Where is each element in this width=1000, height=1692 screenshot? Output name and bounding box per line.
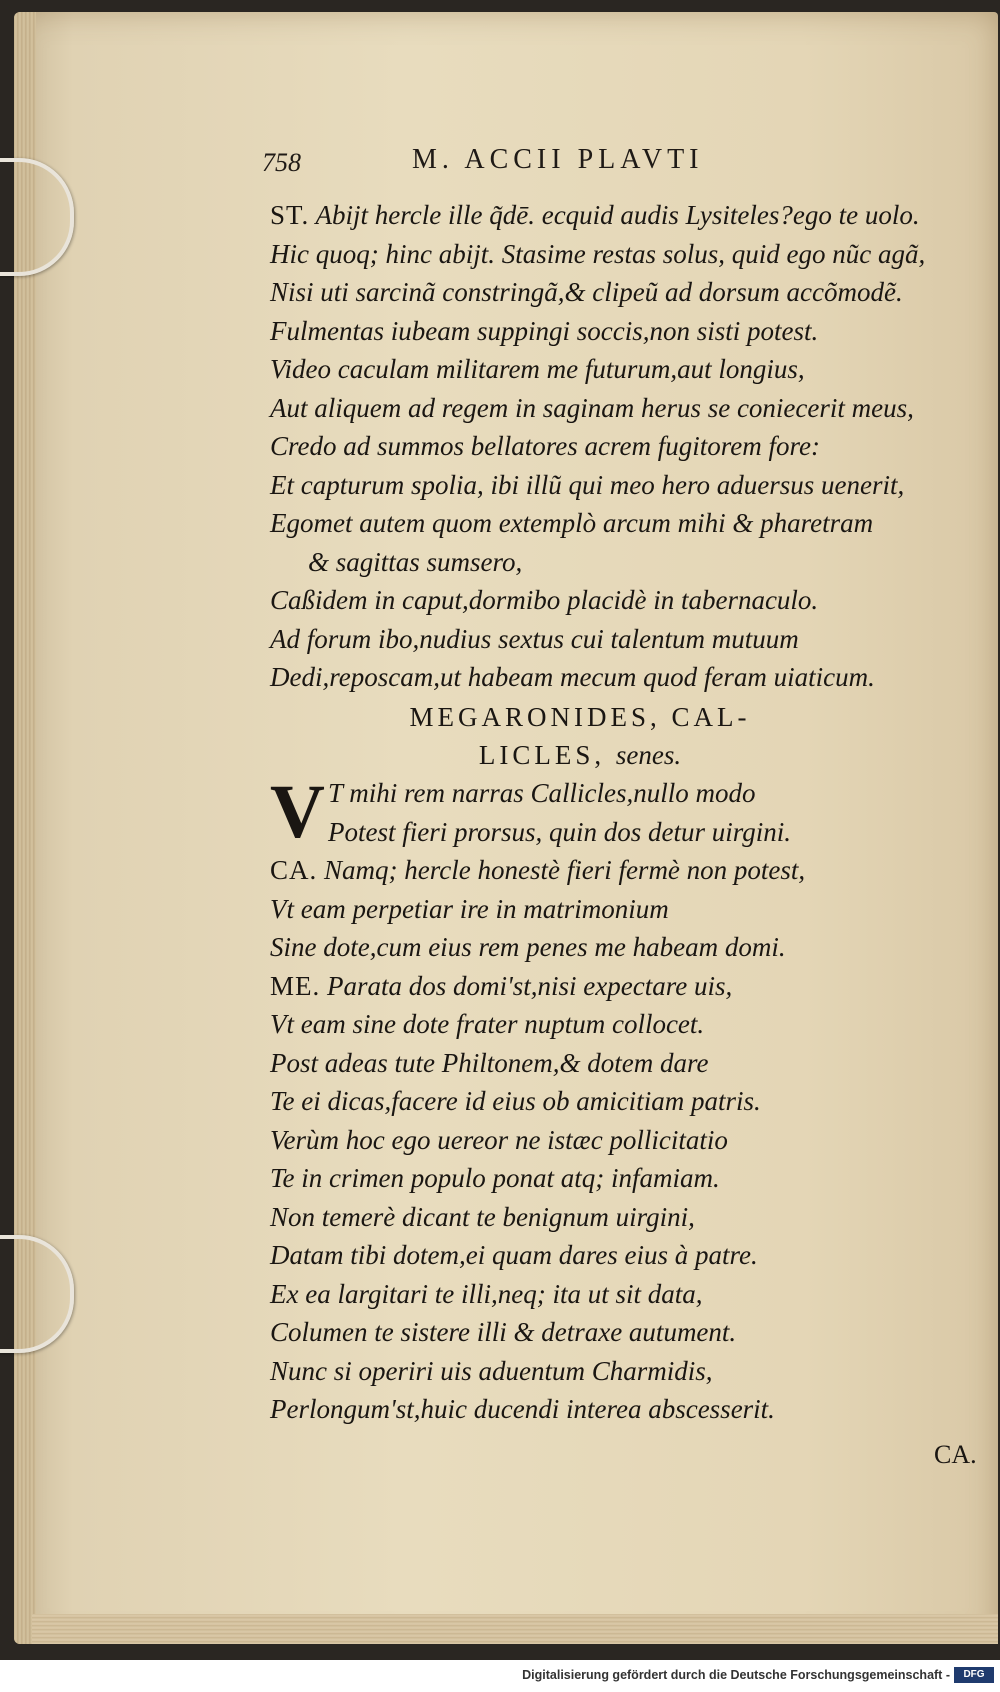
verse-line [270, 273, 960, 312]
footer-bar [0, 1660, 1000, 1692]
scene-heading-names: LICLES, [478, 740, 606, 770]
page-number: 758 [262, 148, 301, 177]
verse-line [270, 504, 960, 543]
verse-line [270, 813, 960, 852]
verse-line [270, 1390, 960, 1429]
scene-heading [270, 698, 890, 774]
speaker-label: ST. [270, 200, 310, 230]
catchword: CA. [934, 1440, 977, 1469]
verse-line [270, 774, 960, 813]
verse-block-b [270, 770, 960, 1429]
verse-line [270, 581, 960, 620]
verse-line [270, 851, 960, 890]
verse-line [270, 658, 960, 697]
scene-heading-role: senes. [615, 740, 682, 770]
verse-text: Dedi,reposcam,ut habeam mecum quod feram uiaticum. [270, 662, 875, 692]
verse-text: Abijt hercle ille q̃dē. ecquid audis Lysiteles?ego te uolo. [315, 200, 920, 230]
verse-line [270, 1313, 960, 1352]
verse-line [270, 1159, 960, 1198]
verse-line [270, 1044, 960, 1083]
verse-text: Et capturum spolia, ibi illũ qui meo hero aduersus uenerit, [270, 469, 905, 500]
verse-text: Parata dos domi'st,nisi expectare uis, [327, 970, 733, 1001]
verse-line [270, 427, 960, 466]
verse-line [270, 890, 960, 929]
verse-line [270, 196, 960, 235]
verse-text: Ex ea largitari te illi,neq; ita ut sit data, [270, 1278, 703, 1309]
verse-line [270, 1005, 960, 1044]
verse-text: Credo ad summos bellatores acrem fugitorem fore: [270, 431, 820, 461]
verse-text: Ad forum ibo,nudius sextus cui talentum mutuum [270, 623, 799, 654]
verse-text: Datam tibi dotem,ei quam dares eius à patre. [270, 1240, 758, 1270]
verse-text: Columen te sistere illi & detraxe autument. [270, 1317, 737, 1347]
verse-text: Hic quoq; hinc abijt. Stasime restas solus, quid ego nũc agã, [270, 238, 926, 269]
speaker-label: CA. [270, 855, 318, 885]
running-title: M. ACCII PLAVTI [412, 144, 704, 175]
scene-heading-line-2 [270, 736, 890, 774]
verse-block-b-wrapper [270, 770, 960, 1429]
verse-line [270, 967, 960, 1006]
verse-line [270, 1121, 960, 1160]
verse-line [270, 466, 960, 505]
verse-line [270, 1198, 960, 1237]
verse-text: Nisi uti sarcinã constringã,& clipeũ ad dorsum accõmodẽ. [270, 277, 903, 307]
scene-heading-line-1: MEGARONIDES, CAL- [409, 702, 751, 732]
verse-text: Vt eam perpetiar ire in matrimonium [270, 893, 669, 924]
drop-cap: V [270, 770, 325, 854]
verse-text: Video caculam militarem me futurum,aut longius, [270, 354, 805, 384]
dfg-logo-icon: DFG [954, 1667, 994, 1683]
verse-text: Perlongum'st,huic ducendi interea abscesserit. [270, 1394, 775, 1424]
verse-line [270, 620, 960, 659]
verse-line [270, 1352, 960, 1391]
verse-line [270, 928, 960, 967]
verse-block-a [270, 196, 960, 697]
verse-text: Non temerè dicant te benignum uirgini, [270, 1201, 695, 1232]
verse-line [270, 1082, 960, 1121]
verse-text: Post adeas tute Philtonem,& dotem dare [270, 1047, 709, 1078]
funding-credit: Digitalisierung gefördert durch die Deutsche Forschungsgemeinschaft - [522, 1668, 950, 1682]
verse-text: Nunc si operiri uis aduentum Charmidis, [270, 1355, 713, 1386]
verse-text: Fulmentas iubeam suppingi soccis,non sisti potest. [270, 315, 819, 346]
verse-text: Verùm hoc ego uereor ne istæc pollicitatio [270, 1124, 728, 1155]
verse-text: Te ei dicas,facere id eius ob amicitiam patris. [270, 1086, 761, 1116]
verse-line [270, 1275, 960, 1314]
verse-text: Egomet autem quom extemplò arcum mihi & pharetram [270, 508, 874, 538]
verse-text: Vt eam sine dote frater nuptum collocet. [270, 1009, 705, 1039]
verse-line [270, 1236, 960, 1275]
page-bottom-edge [32, 1614, 998, 1644]
verse-text: Caßidem in caput,dormibo placidè in tabernaculo. [270, 585, 819, 615]
verse-line [270, 389, 960, 428]
verse-line [270, 543, 960, 582]
verse-line [270, 235, 960, 274]
verse-text: Sine dote,cum eius rem penes me habeam domi. [270, 932, 786, 962]
page-header [262, 140, 882, 180]
verse-text: Te in crimen populo ponat atq; infamiam. [270, 1163, 720, 1193]
verse-line [270, 312, 960, 351]
verse-text: T mihi rem narras Callicles,nullo modo [328, 778, 756, 808]
verse-line [270, 350, 960, 389]
verse-text: & sagittas sumsero, [308, 546, 523, 577]
verse-text: Namq; hercle honestè fieri fermè non potest, [324, 855, 806, 885]
verse-text: Aut aliquem ad regem in saginam herus se coniecerit meus, [270, 392, 914, 423]
verse-text: Potest fieri prorsus, quin dos detur uirgini. [328, 816, 792, 847]
speaker-label: ME. [270, 970, 321, 1001]
